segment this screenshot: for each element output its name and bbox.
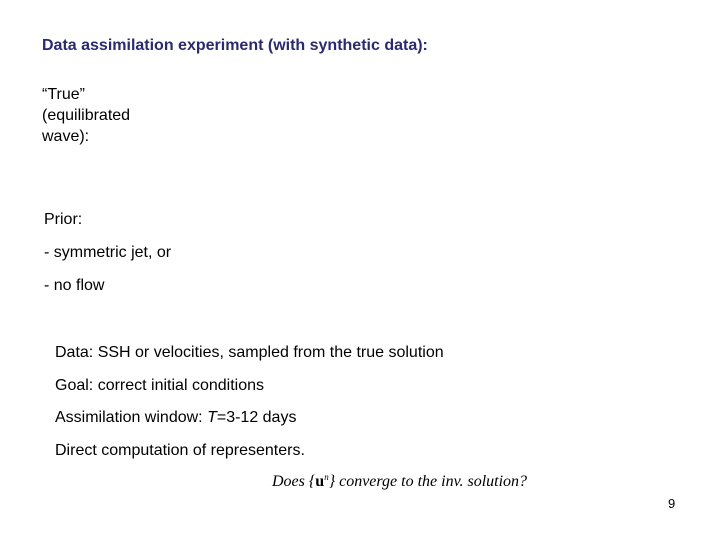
question-vector: u (315, 473, 325, 490)
page-number: 9 (668, 496, 676, 511)
experiment-info (55, 342, 444, 472)
prior-item: - symmetric jet, or (44, 244, 172, 261)
slide-title: Data assimilation experiment (with synthetic data): (42, 37, 428, 54)
question-prefix: Does { (272, 473, 316, 490)
window-suffix: =3-12 days (216, 409, 297, 426)
convergence-question (272, 472, 527, 491)
prior-heading: Prior: (44, 211, 83, 228)
window-prefix: Assimilation window: (55, 409, 208, 426)
question-suffix: } converge to the inv. solution? (328, 473, 528, 490)
prior-item: - no flow (44, 277, 105, 294)
true-label-line: “True” (42, 86, 85, 103)
method-description: Direct computation of representers. (55, 441, 305, 459)
goal-description: Goal: correct initial conditions (55, 376, 264, 394)
true-state-label (42, 84, 130, 147)
window-description (55, 407, 444, 428)
question-superscript: n (324, 472, 329, 482)
prior-section (44, 209, 171, 308)
window-variable: T (207, 409, 217, 426)
true-label-line: wave): (42, 128, 90, 145)
true-label-line: (equilibrated (42, 107, 131, 124)
data-description: Data: SSH or velocities, sampled from the true solution (55, 344, 444, 361)
